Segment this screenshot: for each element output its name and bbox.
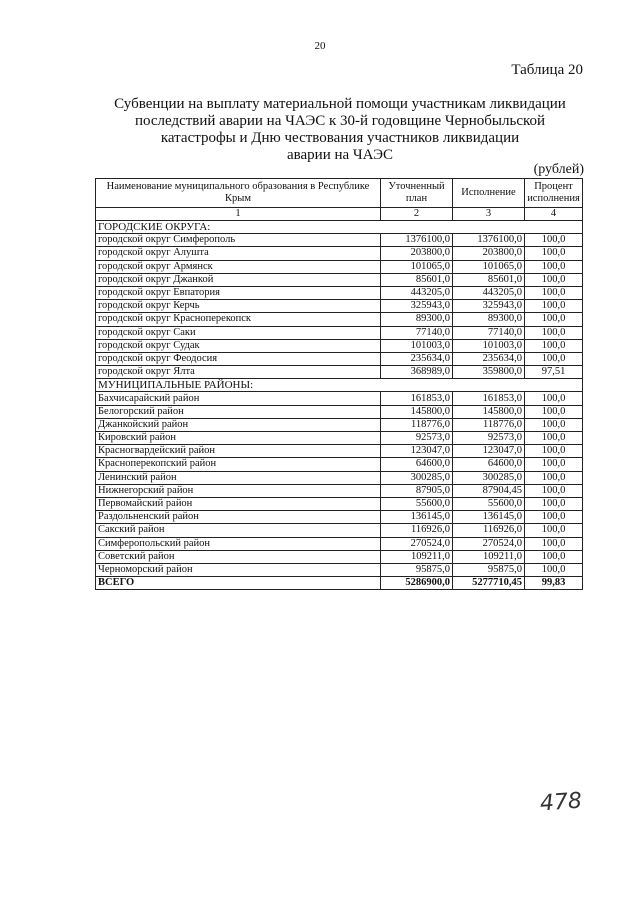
table-row <box>96 247 583 260</box>
percent-cell: 100,0 <box>525 524 583 537</box>
execution-cell: 87904,45 <box>453 484 525 497</box>
execution-cell: 270524,0 <box>453 537 525 550</box>
table-row <box>96 352 583 365</box>
execution-cell: 55600,0 <box>453 497 525 510</box>
plan-cell: 270524,0 <box>381 537 453 550</box>
percent-cell: 100,0 <box>525 273 583 286</box>
municipality-cell: Кировский район <box>96 432 381 445</box>
section-label: ГОРОДСКИЕ ОКРУГА: <box>96 221 583 234</box>
execution-cell: 359800,0 <box>453 366 525 379</box>
table-row <box>96 458 583 471</box>
header-execution: Исполнение <box>453 179 525 208</box>
percent-cell: 100,0 <box>525 497 583 510</box>
municipality-cell: Красногвардейский район <box>96 445 381 458</box>
percent-cell: 100,0 <box>525 247 583 260</box>
plan-cell: 443205,0 <box>381 286 453 299</box>
plan-cell: 325943,0 <box>381 300 453 313</box>
percent-cell: 100,0 <box>525 432 583 445</box>
table-row <box>96 260 583 273</box>
table-row <box>96 484 583 497</box>
column-number: 4 <box>525 208 583 221</box>
municipality-cell: городской округ Ялта <box>96 366 381 379</box>
title-line: Субвенции на выплату материальной помощи участникам ликвидации <box>114 96 566 112</box>
table-row <box>96 537 583 550</box>
plan-cell: 235634,0 <box>381 352 453 365</box>
municipality-cell: городской округ Саки <box>96 326 381 339</box>
plan-cell: 89300,0 <box>381 313 453 326</box>
plan-cell: 136145,0 <box>381 511 453 524</box>
table-row <box>96 497 583 510</box>
execution-cell: 92573,0 <box>453 432 525 445</box>
plan-cell: 368989,0 <box>381 366 453 379</box>
percent-cell: 100,0 <box>525 537 583 550</box>
execution-cell: 101065,0 <box>453 260 525 273</box>
municipality-cell: Белогорский район <box>96 405 381 418</box>
table-row <box>96 286 583 299</box>
percent-cell: 100,0 <box>525 550 583 563</box>
table-row <box>96 405 583 418</box>
handwritten-page-number: 478 <box>539 788 583 817</box>
execution-cell: 85601,0 <box>453 273 525 286</box>
percent-cell: 100,0 <box>525 234 583 247</box>
table-number: Таблица 20 <box>511 62 583 78</box>
table-row <box>96 511 583 524</box>
execution-cell: 123047,0 <box>453 445 525 458</box>
table-row <box>96 432 583 445</box>
municipality-cell: городской округ Керчь <box>96 300 381 313</box>
plan-cell: 161853,0 <box>381 392 453 405</box>
percent-cell: 100,0 <box>525 484 583 497</box>
municipality-cell: Советский район <box>96 550 381 563</box>
percent-cell: 97,51 <box>525 366 583 379</box>
percent-cell: 100,0 <box>525 445 583 458</box>
execution-cell: 5277710,45 <box>453 577 525 590</box>
section-row-urban <box>96 221 583 234</box>
header-plan: Уточненный план <box>381 179 453 208</box>
percent-cell: 100,0 <box>525 471 583 484</box>
table-row <box>96 300 583 313</box>
table-row <box>96 392 583 405</box>
percent-cell: 100,0 <box>525 326 583 339</box>
plan-cell: 109211,0 <box>381 550 453 563</box>
percent-cell: 100,0 <box>525 286 583 299</box>
plan-cell: 85601,0 <box>381 273 453 286</box>
percent-cell: 100,0 <box>525 392 583 405</box>
table-row <box>96 524 583 537</box>
execution-cell: 161853,0 <box>453 392 525 405</box>
municipality-cell: городской округ Симферополь <box>96 234 381 247</box>
municipality-cell: Нижнегорский район <box>96 484 381 497</box>
municipality-cell: ВСЕГО <box>96 577 381 590</box>
column-number: 1 <box>96 208 381 221</box>
municipality-cell: городской округ Судак <box>96 339 381 352</box>
table-row <box>96 445 583 458</box>
plan-cell: 55600,0 <box>381 497 453 510</box>
plan-cell: 101003,0 <box>381 339 453 352</box>
execution-cell: 300285,0 <box>453 471 525 484</box>
header-municipality: Наименование муниципального образования в Республике Крым <box>96 179 381 208</box>
execution-cell: 145800,0 <box>453 405 525 418</box>
percent-cell: 100,0 <box>525 300 583 313</box>
municipality-cell: городской округ Феодосия <box>96 352 381 365</box>
execution-cell: 116926,0 <box>453 524 525 537</box>
title-line: последствий аварии на ЧАЭС к 30-й годовщине Чернобыльской <box>134 113 546 129</box>
plan-cell: 123047,0 <box>381 445 453 458</box>
plan-cell: 118776,0 <box>381 418 453 431</box>
percent-cell: 100,0 <box>525 511 583 524</box>
execution-cell: 325943,0 <box>453 300 525 313</box>
percent-cell: 100,0 <box>525 313 583 326</box>
percent-cell: 99,83 <box>525 577 583 590</box>
plan-cell: 101065,0 <box>381 260 453 273</box>
plan-cell: 87905,0 <box>381 484 453 497</box>
percent-cell: 100,0 <box>525 563 583 576</box>
execution-cell: 136145,0 <box>453 511 525 524</box>
execution-cell: 101003,0 <box>453 339 525 352</box>
plan-cell: 5286900,0 <box>381 577 453 590</box>
execution-cell: 118776,0 <box>453 418 525 431</box>
table-row <box>96 550 583 563</box>
execution-cell: 109211,0 <box>453 550 525 563</box>
title-line: катастрофы и Дню чествования участников ликвидации <box>160 130 520 146</box>
document-title <box>100 96 580 164</box>
municipality-cell: Джанкойский район <box>96 418 381 431</box>
table-row <box>96 326 583 339</box>
table-row <box>96 234 583 247</box>
table-row <box>96 273 583 286</box>
plan-cell: 95875,0 <box>381 563 453 576</box>
municipality-cell: Бахчисарайский район <box>96 392 381 405</box>
municipality-cell: городской округ Красноперекопск <box>96 313 381 326</box>
municipality-cell: Черноморский район <box>96 563 381 576</box>
section-label: МУНИЦИПАЛЬНЫЕ РАЙОНЫ: <box>96 379 583 392</box>
execution-cell: 443205,0 <box>453 286 525 299</box>
plan-cell: 1376100,0 <box>381 234 453 247</box>
percent-cell: 100,0 <box>525 418 583 431</box>
table-row <box>96 471 583 484</box>
plan-cell: 92573,0 <box>381 432 453 445</box>
table-row <box>96 418 583 431</box>
plan-cell: 64600,0 <box>381 458 453 471</box>
column-number-row <box>96 208 583 221</box>
percent-cell: 100,0 <box>525 260 583 273</box>
execution-cell: 89300,0 <box>453 313 525 326</box>
plan-cell: 77140,0 <box>381 326 453 339</box>
municipality-cell: Ленинский район <box>96 471 381 484</box>
column-number: 2 <box>381 208 453 221</box>
execution-cell: 1376100,0 <box>453 234 525 247</box>
municipality-cell: Сакский район <box>96 524 381 537</box>
percent-cell: 100,0 <box>525 458 583 471</box>
section-row-districts <box>96 379 583 392</box>
execution-cell: 95875,0 <box>453 563 525 576</box>
page-number: 20 <box>314 40 326 52</box>
municipality-cell: Симферопольский район <box>96 537 381 550</box>
plan-cell: 116926,0 <box>381 524 453 537</box>
percent-cell: 100,0 <box>525 405 583 418</box>
column-number: 3 <box>453 208 525 221</box>
total-row <box>96 577 583 590</box>
title-line: аварии на ЧАЭС <box>286 147 394 163</box>
percent-cell: 100,0 <box>525 339 583 352</box>
subvention-table <box>95 178 583 590</box>
table-header-row <box>96 179 583 208</box>
municipality-cell: городской округ Евпатория <box>96 286 381 299</box>
municipality-cell: городской округ Джанкой <box>96 273 381 286</box>
municipality-cell: Раздольненский район <box>96 511 381 524</box>
municipality-cell: Первомайский район <box>96 497 381 510</box>
execution-cell: 235634,0 <box>453 352 525 365</box>
header-percent: Процент исполнения <box>525 179 583 208</box>
execution-cell: 64600,0 <box>453 458 525 471</box>
municipality-cell: городской округ Алушта <box>96 247 381 260</box>
table-row <box>96 563 583 576</box>
table-row <box>96 366 583 379</box>
table-body <box>96 221 583 590</box>
table-row <box>96 339 583 352</box>
percent-cell: 100,0 <box>525 352 583 365</box>
table-row <box>96 313 583 326</box>
plan-cell: 145800,0 <box>381 405 453 418</box>
plan-cell: 203800,0 <box>381 247 453 260</box>
execution-cell: 77140,0 <box>453 326 525 339</box>
execution-cell: 203800,0 <box>453 247 525 260</box>
units-label: (рублей) <box>533 162 584 177</box>
municipality-cell: Красноперекопский район <box>96 458 381 471</box>
plan-cell: 300285,0 <box>381 471 453 484</box>
municipality-cell: городской округ Армянск <box>96 260 381 273</box>
